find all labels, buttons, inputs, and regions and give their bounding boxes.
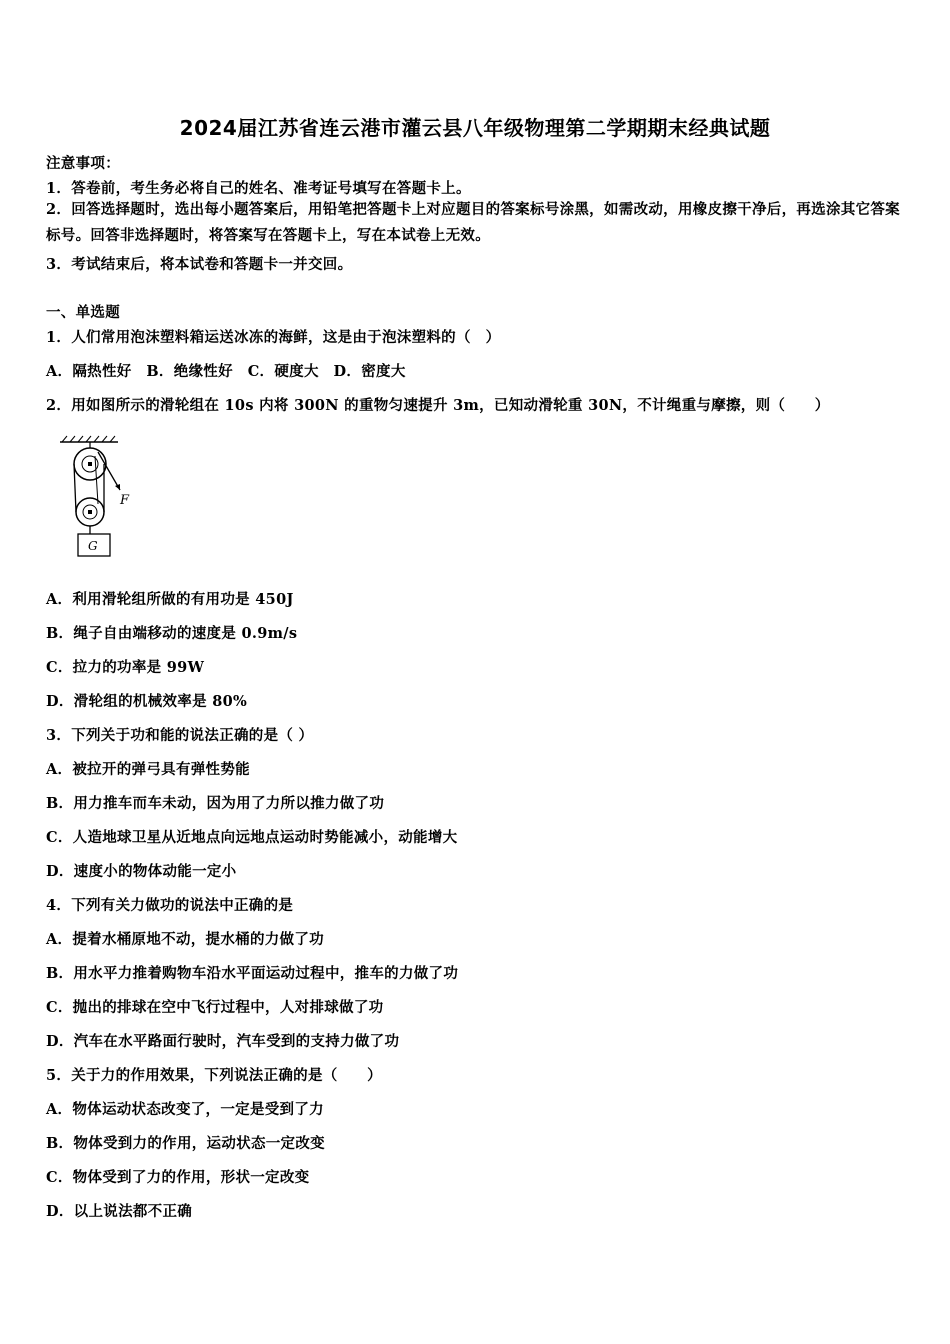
- q3-option-b: B．用力推车而车未动，因为用了力所以推力做了功: [46, 795, 385, 812]
- q4-option-a: A．提着水桶原地不动，提水桶的力做了功: [46, 931, 324, 948]
- q2-option-c: C．拉力的功率是 99W: [46, 659, 205, 676]
- q3-option-c: C．人造地球卫星从近地点向远地点运动时势能减小，动能增大: [46, 829, 458, 846]
- force-label: F: [120, 493, 130, 508]
- q2-stem: 2．用如图所示的滑轮组在 10s 内将 300N 的重物匀速提升 3m，已知动滑轮重 30N，不计绳重与摩擦，则（ ）: [46, 397, 830, 414]
- q2-option-b: B．绳子自由端移动的速度是 0.9m/s: [46, 625, 298, 642]
- q1-stem: 1．人们常用泡沫塑料箱运送冰冻的海鲜，这是由于泡沫塑料的（ ）: [46, 329, 501, 346]
- q3-stem: 3．下列关于功和能的说法正确的是（ ）: [46, 727, 314, 744]
- q3-option-a: A．被拉开的弹弓具有弹性势能: [46, 761, 250, 778]
- q4-option-c: C．抛出的排球在空中飞行过程中，人对排球做了功: [46, 999, 384, 1016]
- ceiling-hatch: [62, 436, 115, 442]
- pulley-diagram: [58, 434, 148, 560]
- q2-option-d: D．滑轮组的机械效率是 80%: [46, 693, 248, 710]
- notice-heading: 注意事项：: [46, 155, 120, 172]
- q5-stem: 5．关于力的作用效果，下列说法正确的是（ ）: [46, 1067, 382, 1084]
- section-heading: 一、单选题: [46, 304, 120, 321]
- notice-item-1: 1．答卷前，考生务必将自己的姓名、准考证号填写在答题卡上。: [46, 180, 471, 197]
- q4-option-d: D．汽车在水平路面行驶时，汽车受到的支持力做了功: [46, 1033, 400, 1050]
- q5-option-d: D．以上说法都不正确: [46, 1203, 193, 1220]
- fixed-pulley-axle: [88, 462, 92, 466]
- q5-option-c: C．物体受到了力的作用，形状一定改变: [46, 1169, 310, 1186]
- q4-option-b: B．用水平力推着购物车沿水平面运动过程中，推车的力做了功: [46, 965, 459, 982]
- q3-option-d: D．速度小的物体动能一定小: [46, 863, 237, 880]
- q2-option-a: A．利用滑轮组所做的有用功是 450J: [46, 591, 294, 608]
- q5-option-a: A．物体运动状态改变了，一定是受到了力: [46, 1101, 324, 1118]
- page-title: 2024届江苏省连云港市灌云县八年级物理第二学期期末经典试题: [179, 116, 771, 140]
- q5-option-b: B．物体受到力的作用，运动状态一定改变: [46, 1135, 325, 1152]
- weight-label: G: [88, 539, 98, 553]
- movable-pulley-axle: [88, 510, 92, 514]
- q1-options: A．隔热性好 B．绝缘性好 C．硬度大 D．密度大: [46, 363, 406, 380]
- notice-item-2: 2．回答选择题时，选出每小题答案后，用铅笔把答题卡上对应题目的答案标号涂黑，如需改动，用橡皮擦干净后，再选涂其它答案标号。回答非选择题时，将答案写在答题卡上，写在本试卷上无效。: [46, 201, 900, 244]
- q4-stem: 4．下列有关力做功的说法中正确的是: [46, 897, 294, 914]
- notice-item-3: 3．考试结束后，将本试卷和答题卡一并交回。: [46, 256, 353, 273]
